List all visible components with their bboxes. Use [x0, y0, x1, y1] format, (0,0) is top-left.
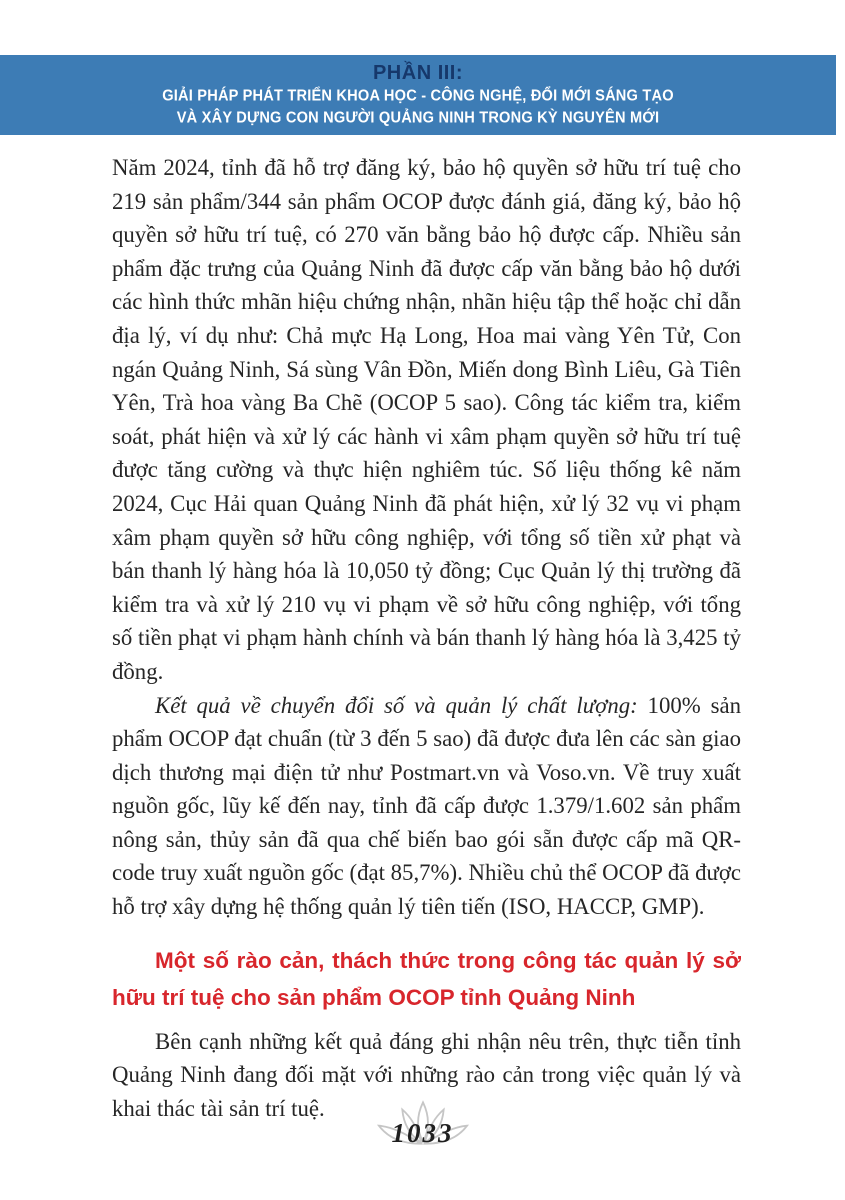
paragraph-digital-rest: 100% sản phẩm OCOP đạt chuẩn (từ 3 đến 5 sao) đã được đưa lên các sàn giao dịch thương mại điện tử như Postmart.vn và Voso.vn. Về truy xuất nguồn gốc, lũy kế đến nay, tỉnh đã cấp được 1.379/1.602 sản phẩm nông sản, thủy sản đã qua chế biến bao gói sẵn được cấp mã QR-code truy xuất nguồn gốc (đạt 85,7%). Nhiều chủ thể OCOP đã được hỗ trợ xây dựng hệ thống quản lý tiên tiến (ISO, HACCP, GMP).	[112, 692, 741, 920]
part-header-banner	[0, 55, 836, 135]
section-heading: Một số rào cản, thách thức trong công tác quản lý sở hữu trí tuệ cho sản phẩm OCOP tỉnh Quảng Ninh	[112, 947, 741, 1010]
paragraph-challenges-intro: Bên cạnh những kết quả đáng ghi nhận nêu trên, thực tiễn tỉnh Quảng Ninh đang đối mặt với những rào cản trong việc quản lý và khai thác tài sản trí tuệ.	[112, 1028, 741, 1121]
part-label: PHẦN III:	[372, 62, 464, 84]
body-text	[112, 151, 741, 1125]
page-number: 1033	[391, 1118, 454, 1148]
part-subtitle-line1: GIẢI PHÁP PHÁT TRIỂN KHOA HỌC - CÔNG NGHỆ, ĐỔI MỚI SÁNG TẠO	[162, 87, 674, 105]
page-footer	[363, 1096, 483, 1168]
paragraph-digital-transformation	[112, 689, 741, 924]
part-subtitle-line2: VÀ XÂY DỰNG CON NGƯỜI QUẢNG NINH TRONG KỲ NGUYÊN MỚI	[176, 109, 660, 127]
paragraph-ip-results: Năm 2024, tỉnh đã hỗ trợ đăng ký, bảo hộ quyền sở hữu trí tuệ cho 219 sản phẩm/344 sản phẩm OCOP được đánh giá, đăng ký, bảo hộ quyền sở hữu trí tuệ, có 270 văn bằng bảo hộ được cấp. Nhiều sản phẩm đặc trưng của Quảng Ninh đã được cấp văn bằng bảo hộ dưới các hình thức mhãn hiệu chứng nhận, nhãn hiệu tập thể hoặc chỉ dẫn địa lý, ví dụ như: Chả mực Hạ Long, Hoa mai vàng Yên Tử, Con ngán Quảng Ninh, Sá sùng Vân Đồn, Miến dong Bình Liêu, Gà Tiên Yên, Trà hoa vàng Ba Chẽ (OCOP 5 sao). Công tác kiểm tra, kiểm soát, phát hiện và xử lý các hành vi xâm phạm quyền sở hữu trí tuệ được tăng cường và thực hiện nghiêm túc. Số liệu thống kê năm 2024, Cục Hải quan Quảng Ninh đã phát hiện, xử lý 32 vụ vi phạm xâm phạm quyền sở hữu công nghiệp, với tổng số tiền xử phạt và bán thanh lý hàng hóa là 10,050 tỷ đồng; Cục Quản lý thị trường đã kiểm tra và xử lý 210 vụ vi phạm về sở hữu công nghiệp, với tổng số tiền phạt vi phạm hành chính và bán thanh lý hàng hóa là 3,425 tỷ đồng.	[112, 155, 741, 684]
paragraph-lead-italic: Kết quả về chuyển đổi số và quản lý chất lượng:	[155, 692, 638, 718]
